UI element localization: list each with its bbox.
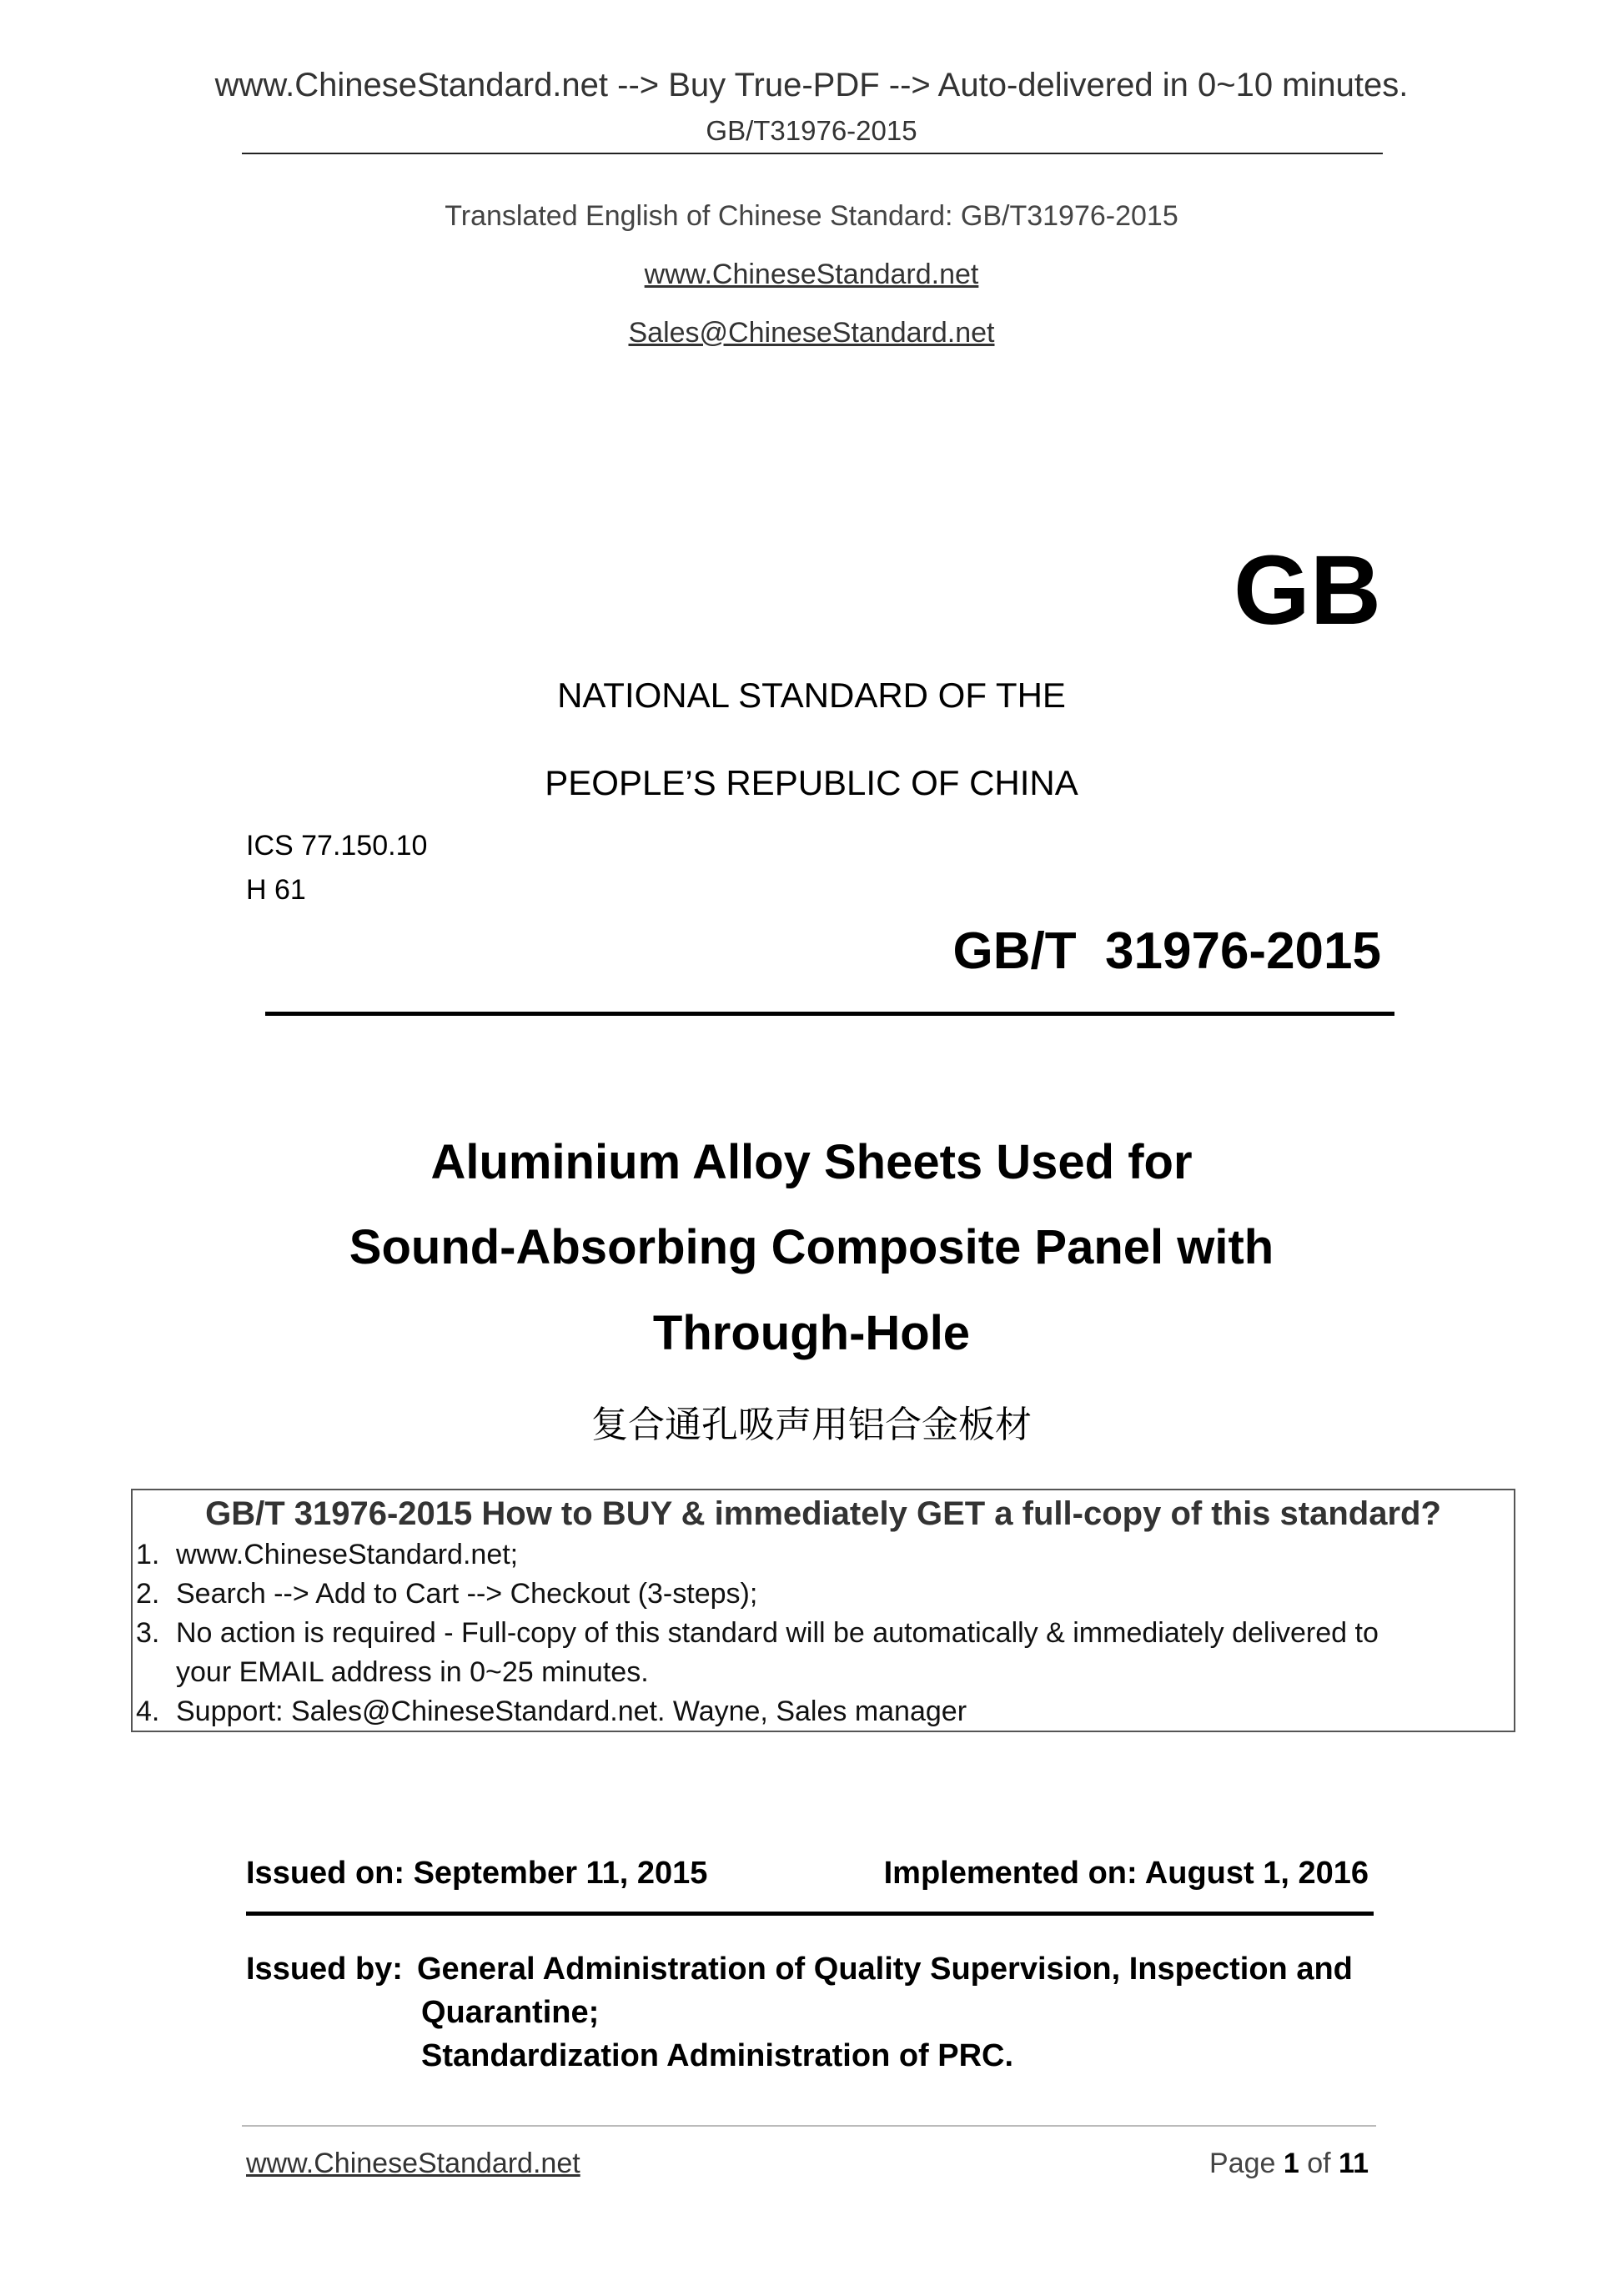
issued-by-line3: Standardization Administration of PRC. [421, 2038, 1014, 2073]
page-of: of [1299, 2148, 1339, 2179]
footer-divider [242, 2125, 1376, 2127]
page-total: 11 [1339, 2148, 1369, 2179]
translation-line: Translated English of Chinese Standard: GB/T31976-2015 [445, 200, 1178, 232]
page-indicator [1209, 2148, 1369, 2180]
buy-step [133, 1539, 518, 1571]
translation-website-link[interactable]: www.ChineseStandard.net [644, 259, 979, 290]
buy-step [133, 1578, 757, 1610]
national-standard-line2: PEOPLE’S REPUBLIC OF CHINA [545, 763, 1078, 802]
buy-step [133, 1617, 1379, 1650]
buy-step-text: Search --> Add to Cart --> Checkout (3-steps); [176, 1578, 758, 1610]
top-banner: www.ChineseStandard.net --> Buy True-PDF --> Auto-delivered in 0~10 minutes. [214, 67, 1409, 103]
gb-logo: GB [1234, 535, 1381, 646]
standard-number: GB/T 31976-2015 [952, 922, 1381, 980]
standard-number-divider [265, 1012, 1394, 1016]
translation-website-wrap [0, 259, 1623, 291]
issuance-divider [246, 1912, 1374, 1916]
buy-step-text: your EMAIL address in 0~25 minutes. [176, 1656, 649, 1688]
issued-on-date: Issued on: September 11, 2015 [246, 1856, 708, 1891]
buy-step [133, 1696, 967, 1728]
document-title-line3: Through-Hole [652, 1306, 971, 1360]
footer-website-link[interactable]: www.ChineseStandard.net [246, 2148, 580, 2179]
ics-code: ICS 77.150.10 [246, 830, 428, 862]
page-prefix: Page [1209, 2148, 1284, 2179]
translation-email-wrap [0, 317, 1623, 349]
issued-by-label: Issued by: [246, 1952, 403, 1987]
buy-step-text: No action is required - Full-copy of this standard will be automatically & immediately delivered to [176, 1617, 1379, 1649]
buy-step-text[interactable]: www.ChineseStandard.net; [176, 1539, 519, 1570]
issued-by-line1: General Administration of Quality Supervision, Inspection and [417, 1952, 1353, 1987]
buy-step-number: 3. [136, 1617, 160, 1649]
buy-step-continuation [133, 1656, 649, 1689]
buy-step-number: 2. [136, 1578, 160, 1610]
page-current: 1 [1283, 2148, 1299, 2179]
document-title-line2: Sound-Absorbing Composite Panel with [349, 1220, 1274, 1274]
implemented-on-date: Implemented on: August 1, 2016 [883, 1856, 1369, 1891]
issued-by-line2: Quarantine; [421, 1995, 600, 2030]
buy-step-number: 1. [136, 1539, 160, 1570]
translation-email-link[interactable]: Sales@ChineseStandard.net [628, 317, 995, 349]
national-standard-line1: NATIONAL STANDARD OF THE [557, 676, 1066, 715]
buy-instructions-heading: GB/T 31976-2015 How to BUY & immediately GET a full-copy of this standard? [205, 1495, 1441, 1532]
document-title-chinese: 复合通孔吸声用铝合金板材 [591, 1404, 1032, 1446]
buy-step-number: 4. [136, 1696, 160, 1727]
header-divider [242, 153, 1383, 154]
document-title-line1: Aluminium Alloy Sheets Used for [430, 1135, 1193, 1189]
buy-instructions-box [131, 1489, 1515, 1732]
header-standard-code: GB/T31976-2015 [706, 115, 917, 146]
h-code: H 61 [246, 874, 306, 906]
buy-step-text[interactable]: Support: Sales@ChineseStandard.net. Wayne, Sales manager [176, 1696, 967, 1727]
